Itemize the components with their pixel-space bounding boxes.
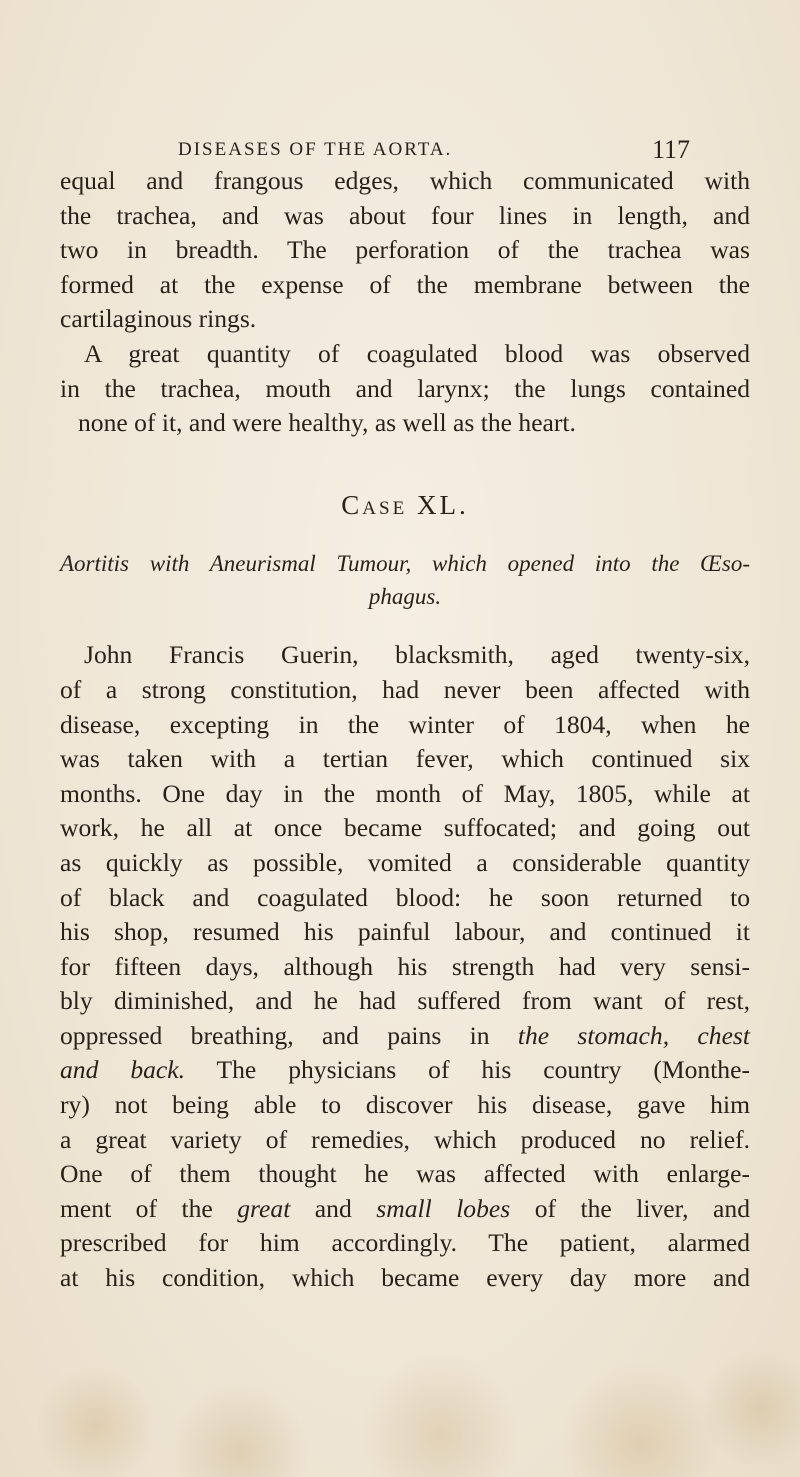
text-line: was taken with a tertian fever, which continued six — [60, 744, 750, 774]
italic-run: and back. — [60, 1055, 186, 1085]
text-line: two in breadth. The perforation of the trachea was — [60, 235, 750, 265]
text-line: of a strong constitution, had never been affected with — [60, 674, 750, 704]
text-line: the trachea, and was about four lines in length, and — [60, 200, 750, 230]
text-line — [60, 1053, 750, 1088]
italic-run: great — [237, 1193, 291, 1223]
text-line: ry) not being able to discover his disease, gave him — [60, 1090, 750, 1120]
page-number: 117 — [652, 135, 691, 164]
text-line: prescribed for him accordingly. The patient, alarmed — [60, 1228, 750, 1258]
text-line — [60, 1192, 750, 1227]
body-text — [60, 164, 750, 1296]
paragraph-continued — [60, 164, 750, 337]
text-run: of the liver, and — [510, 1193, 750, 1223]
text-line: his shop, resumed his painful labour, and continued it — [60, 917, 750, 947]
text-line: a great variety of remedies, which produced no relief. — [60, 1124, 750, 1154]
italic-run: small lobes — [376, 1193, 511, 1223]
case-subtitle-line: Aortitis with Aneurismal Tumour, which opened into the Œso- — [60, 551, 750, 577]
italic-run: the stomach, chest — [517, 1020, 750, 1050]
text-line: as quickly as possible, vomited a considerable quantity — [60, 847, 750, 877]
case-heading: Case XL. — [341, 489, 469, 520]
text-run: The physicians of his country (Monthe- — [185, 1055, 750, 1085]
text-line: work, he all at once became suffocated; and going out — [60, 813, 750, 843]
text-line: months. One day in the month of May, 1805, while at — [60, 778, 750, 808]
running-title: DISEASES OF THE AORTA. — [178, 139, 453, 160]
paragraph-blood — [60, 337, 750, 441]
page-foxing-stains — [0, 1307, 800, 1477]
text-line: One of them thought he was affected with enlarge- — [60, 1159, 750, 1189]
text-line: of black and coagulated blood: he soon returned to — [60, 882, 750, 912]
text-line: equal and frangous edges, which communicated with — [60, 166, 750, 195]
text-line: none of it, and were healthy, as well as the heart. — [78, 408, 576, 438]
text-line: John Francis Guerin, blacksmith, aged twenty-six, — [84, 640, 750, 670]
text-line: for fifteen days, although his strength had very sensi- — [60, 951, 750, 981]
text-line: A great quantity of coagulated blood was observed — [84, 338, 750, 368]
text-line: at his condition, which became every day more and — [60, 1263, 750, 1293]
text-line: bly diminished, and he had suffered from want of rest, — [60, 986, 750, 1016]
text-line: disease, excepting in the winter of 1804, when he — [60, 709, 750, 739]
text-line: cartilaginous rings. — [60, 304, 257, 334]
text-run: oppressed breathing, and pains in — [60, 1020, 518, 1050]
text-line: formed at the expense of the membrane between the — [60, 269, 750, 299]
case-subtitle — [60, 547, 750, 613]
text-run: ment of the — [60, 1193, 238, 1223]
text-line — [60, 1019, 750, 1054]
text-line: in the trachea, mouth and larynx; the lungs contained — [60, 373, 750, 403]
paragraph-case-history — [60, 638, 750, 1295]
case-subtitle-line: phagus. — [368, 584, 442, 610]
text-run: and — [290, 1193, 377, 1223]
